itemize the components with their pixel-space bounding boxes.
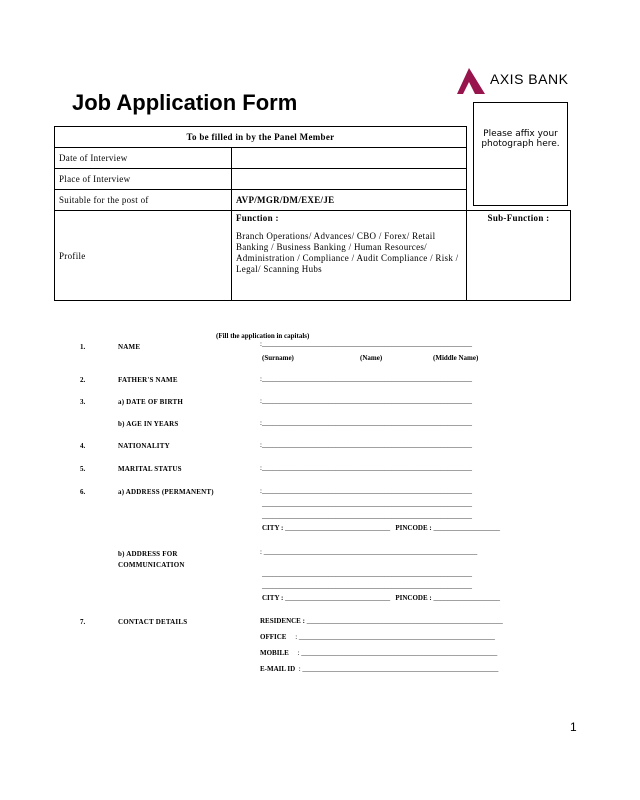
photo-note: Please affix your photograph here. [481, 129, 560, 149]
communication-address-label: b) ADDRESS FOR COMMUNICATION [118, 550, 185, 569]
panel-member-table [54, 126, 571, 301]
name-label: NAME [118, 343, 141, 351]
surname-sub: (Surname) [262, 354, 294, 362]
contact-details-label: CONTACT DETAILS [118, 618, 188, 626]
nationality-line[interactable]: :____________________________________________________________ [260, 441, 472, 449]
communication-city-line[interactable]: CITY : ______________________________ PINCODE : ___________________ [262, 594, 500, 602]
nationality-label: NATIONALITY [118, 442, 170, 450]
function-label: Function : [236, 213, 279, 223]
fathers-name-line[interactable]: :____________________________________________________________ [260, 375, 472, 383]
residence-line[interactable]: RESIDENCE : ________________________________________________________ [260, 617, 503, 625]
function-cell[interactable] [232, 211, 467, 301]
panel-header: To be filled in by the Panel Member [55, 127, 467, 148]
residence-label: RESIDENCE : [260, 617, 305, 625]
age-label: b) AGE IN YEARS [118, 420, 179, 428]
page-number: 1 [570, 720, 577, 734]
mobile-line[interactable]: MOBILE : ________________________________________________________ [260, 649, 498, 657]
permanent-address-label: a) ADDRESS (PERMANENT) [118, 488, 214, 496]
function-options: Branch Operations/ Advances/ CBO / Forex/ Retail Banking / Business Banking / Human Resources/ Administration / Compliance / Audit Compliance / Risk / Legal/ Scanning Hubs [236, 231, 459, 274]
mobile-label: MOBILE [260, 649, 289, 657]
pincode-label: PINCODE : [395, 524, 432, 532]
item-number: 2. [80, 376, 86, 384]
permanent-address-line[interactable]: ____________________________________________________________ [262, 512, 472, 520]
marital-status-line[interactable]: :____________________________________________________________ [260, 464, 472, 472]
dob-label: a) DATE OF BIRTH [118, 398, 183, 406]
date-of-interview-field[interactable] [232, 148, 467, 169]
age-line[interactable]: :____________________________________________________________ [260, 419, 472, 427]
sub-function-label: Sub-Function : [487, 213, 550, 223]
fill-note: (Fill the application in capitals) [216, 332, 310, 340]
page-title: Job Application Form [72, 90, 298, 115]
communication-address-line[interactable]: ____________________________________________________________ [262, 570, 472, 578]
item-number: 5. [80, 465, 86, 473]
date-of-interview-label: Date of Interview [55, 148, 232, 169]
suitable-post-label: Suitable for the post of [55, 190, 232, 211]
pincode-label: PINCODE : [395, 594, 432, 602]
email-line[interactable]: E-MAIL ID : ________________________________________________________ [260, 665, 499, 673]
sub-function-cell[interactable] [467, 211, 571, 301]
city-label: CITY : [262, 524, 284, 532]
item-number: 7. [80, 618, 86, 626]
email-label: E-MAIL ID [260, 665, 296, 673]
office-label: OFFICE [260, 633, 287, 641]
permanent-address-line[interactable]: ____________________________________________________________ [262, 500, 472, 508]
name-line[interactable]: :____________________________________________________________ [260, 340, 472, 348]
office-line[interactable]: OFFICE : ________________________________________________________ [260, 633, 495, 641]
communication-address-line[interactable]: : _____________________________________________________________ [260, 548, 478, 556]
dob-line[interactable]: :____________________________________________________________ [260, 397, 472, 405]
fathers-name-label: FATHER'S NAME [118, 376, 178, 384]
item-number: 3. [80, 398, 86, 406]
permanent-address-line[interactable]: :____________________________________________________________ [260, 487, 472, 495]
city-label: CITY : [262, 594, 284, 602]
communication-address-line[interactable]: ____________________________________________________________ [262, 582, 472, 590]
place-of-interview-label: Place of Interview [55, 169, 232, 190]
permanent-city-line[interactable]: CITY : ______________________________ PINCODE : ___________________ [262, 524, 500, 532]
place-of-interview-field[interactable] [232, 169, 467, 190]
marital-status-label: MARITAL STATUS [118, 465, 182, 473]
profile-label: Profile [55, 211, 232, 301]
item-number: 6. [80, 488, 86, 496]
item-number: 1. [80, 343, 86, 351]
brand-name: AXIS BANK [490, 71, 569, 87]
suitable-post-field[interactable]: AVP/MGR/DM/EXE/JE [232, 190, 467, 211]
middle-name-sub: (Middle Name) [433, 354, 479, 362]
name-sub: (Name) [360, 354, 383, 362]
item-number: 4. [80, 442, 86, 450]
